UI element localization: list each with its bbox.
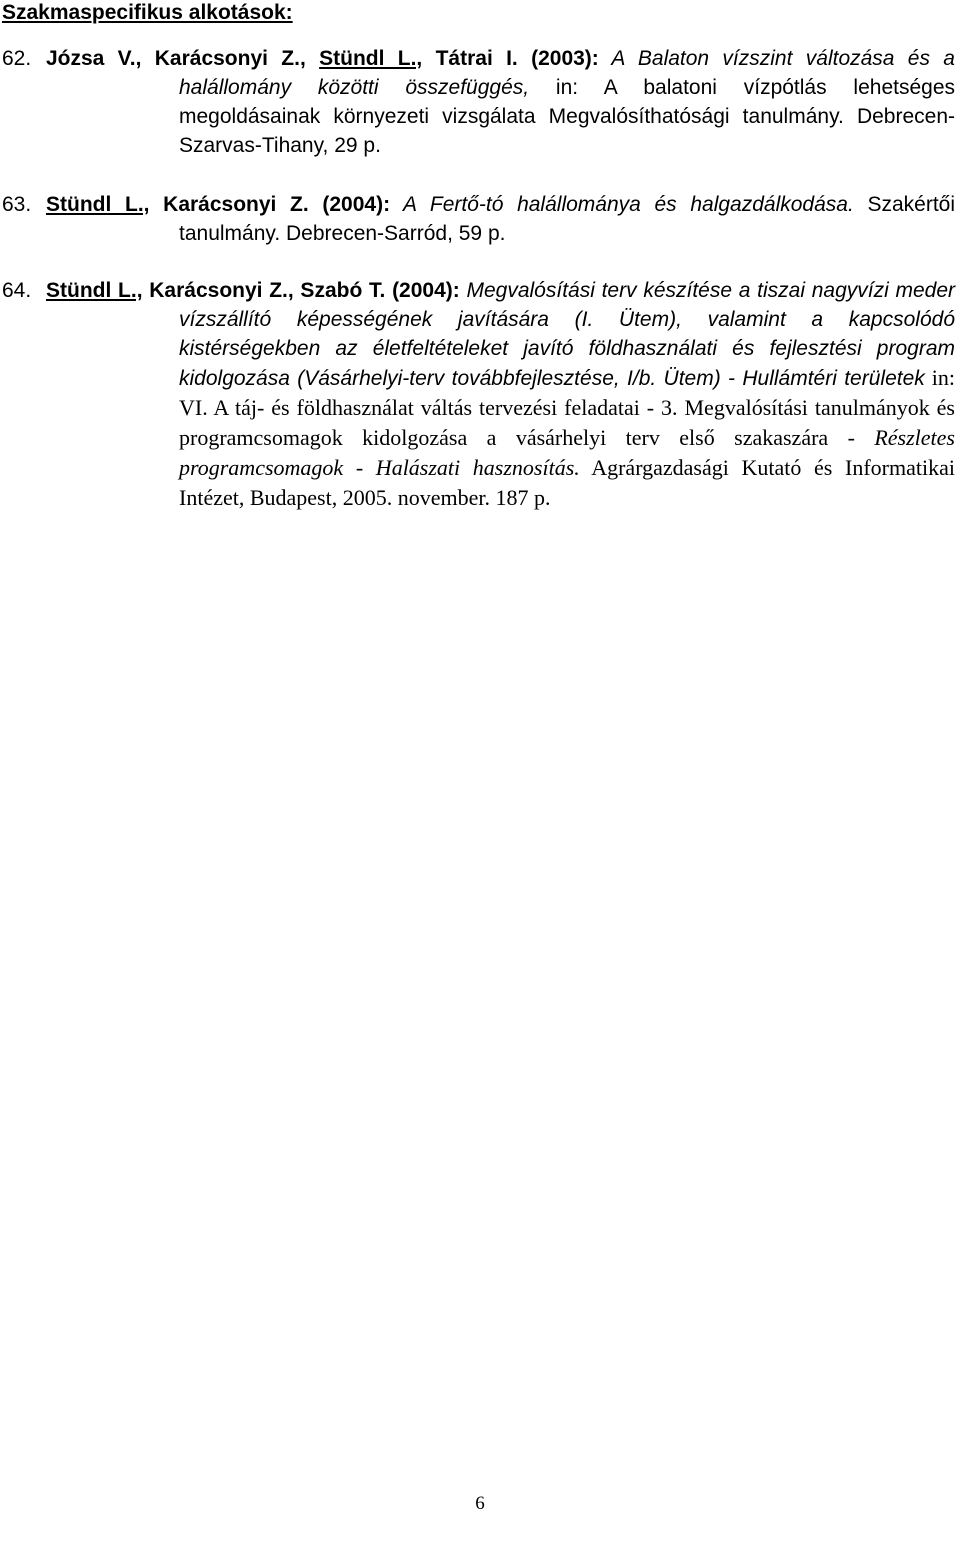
reference-list [0,44,960,513]
reference-source: in: A balatoni vízpótlás lehetséges megoldásainak környezeti vizsgálata Megvalósíthatósági tanulmány. Debrecen-Szarvas-Tihany, 29 p. [179,76,955,157]
reference-title: A Balaton vízszint változása és a halállomány közötti összefüggés, [179,47,955,99]
page-number: 6 [475,1493,485,1514]
reference-number: 63. [2,193,32,216]
section-heading: Szakmaspecifikus alkotások: [2,1,293,24]
reference-title: A Fertő-tó halállománya és halgazdálkodása. [390,193,854,216]
reference-year: (2003): [517,47,599,70]
author-text: Józsa V., Karácsonyi Z., [46,47,320,70]
author-text: Karácsonyi Z. [149,193,309,216]
reference-source: Szakértői tanulmány. Debrecen-Sarród, 59 p. [179,193,956,245]
author-text: Tátrai I. [422,47,518,70]
reference-year: (2004): [385,279,460,302]
reference-authors [46,193,309,216]
author-text-underlined: Stündl L., [319,47,423,70]
author-text-underlined: Stündl L., [46,193,150,216]
reference-authors [46,47,518,70]
reference-source: in: VI. A táj- és földhasználat váltás tervezési feladatai - 3. Megvalósítási tanulmányok és programcsomagok kidolgozása a vásárhelyi terv első szakaszára - [179,365,955,450]
reference-year: (2004): [308,193,391,216]
reference-number: 62. [2,47,32,70]
reference-subtitle: Részletes programcsomagok - Halászati hasznosítás. [179,425,955,480]
author-text-underlined: Stündl L., [46,279,143,302]
author-text: Karácsonyi Z., Szabó T. [142,279,386,302]
reference-text [46,190,956,248]
reference-text [46,276,956,513]
reference-title: Megvalósítási terv készítése a tiszai nagyvízi meder vízszállító képességének javítására (I. Ütem), valamint a kapcsolódó kistérségekben az életfeltételeket javító földhasználati és fejlesztési program kidolgozása (Vásárhelyi-terv továbbfejlesztése, I/b. Ütem) - Hullámtéri területek [179,279,956,390]
reference-item [0,44,960,190]
reference-authors [46,279,385,302]
reference-publisher: Agrárgazdasági Kutató és Informatikai Intézet, Budapest, 2005. november. 187 p. [179,455,955,510]
reference-text [46,44,955,160]
reference-number: 64. [2,279,32,302]
reference-item [0,190,960,276]
reference-item [0,276,960,513]
